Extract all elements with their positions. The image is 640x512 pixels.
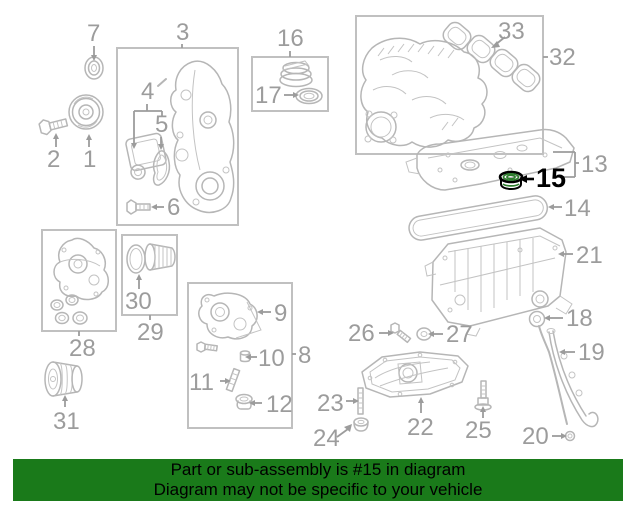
cover-bolt-part-6 [127, 200, 150, 214]
callout-30: 30 [125, 288, 152, 315]
callout-13: 13 [581, 151, 608, 178]
banner-line-1: Part or sub-assembly is #15 in diagram [170, 460, 466, 479]
callout-18: 18 [566, 305, 593, 332]
callout-24: 24 [313, 425, 340, 452]
grommet-part-12 [236, 395, 252, 410]
crankshaft-pulley-part-1 [69, 95, 103, 129]
callout-25: 25 [465, 417, 492, 444]
callout-17: 17 [255, 82, 282, 109]
callout-28: 28 [69, 335, 96, 362]
callout-10: 10 [258, 345, 285, 372]
callout-3: 3 [176, 19, 190, 46]
callout-16: 16 [277, 25, 304, 52]
pulley-bolt-part-2 [38, 115, 68, 136]
manifold-gaskets-part-33 [440, 19, 543, 95]
callout-7: 7 [87, 20, 101, 47]
oil-cooler-part-4 [124, 133, 169, 181]
callout-21: 21 [576, 242, 603, 269]
filler-cap-gasket-part-17 [296, 89, 322, 104]
callout-33: 33 [498, 18, 525, 45]
callout-22: 22 [407, 414, 434, 441]
callout-29: 29 [137, 319, 164, 346]
callout-4: 4 [141, 78, 155, 105]
highlight-info-banner [13, 459, 623, 501]
callout-12: 12 [266, 391, 293, 418]
callout-5: 5 [155, 111, 169, 138]
callout-32: 32 [549, 44, 576, 71]
cap-nut-part-24 [354, 418, 368, 431]
oil-cooler-gasket-part-5 [154, 151, 170, 185]
callout-14: 14 [564, 195, 591, 222]
callout-19: 19 [578, 339, 605, 366]
water-pump-pulley-part-31 [45, 362, 82, 396]
callout-31: 31 [53, 408, 80, 435]
pan-bolt-part-26 [391, 323, 411, 342]
callout-6: 6 [167, 194, 181, 221]
banner-line-2: Diagram may not be specific to your vehicle [153, 480, 483, 499]
callout-1: 1 [83, 146, 97, 173]
water-pump-group-box-28 [42, 230, 116, 331]
callout-15-highlighted: 15 [536, 163, 567, 193]
callout-9: 9 [274, 300, 288, 327]
oil-pan-lower-part-22 [362, 352, 468, 397]
callout-23: 23 [317, 390, 344, 417]
callout-26: 26 [348, 320, 375, 347]
callout-27: 27 [446, 321, 473, 348]
callout-2: 2 [47, 146, 61, 173]
callout-11: 11 [189, 369, 214, 396]
callout-20: 20 [522, 423, 549, 450]
drain-plug-part-25 [475, 381, 491, 410]
highlighted-oil-filler-cap-part-15 [500, 172, 522, 189]
valve-cover-gasket-part-14 [407, 194, 549, 242]
oil-dipstick-part-18 [530, 312, 568, 425]
callout-8: 8 [298, 342, 312, 369]
